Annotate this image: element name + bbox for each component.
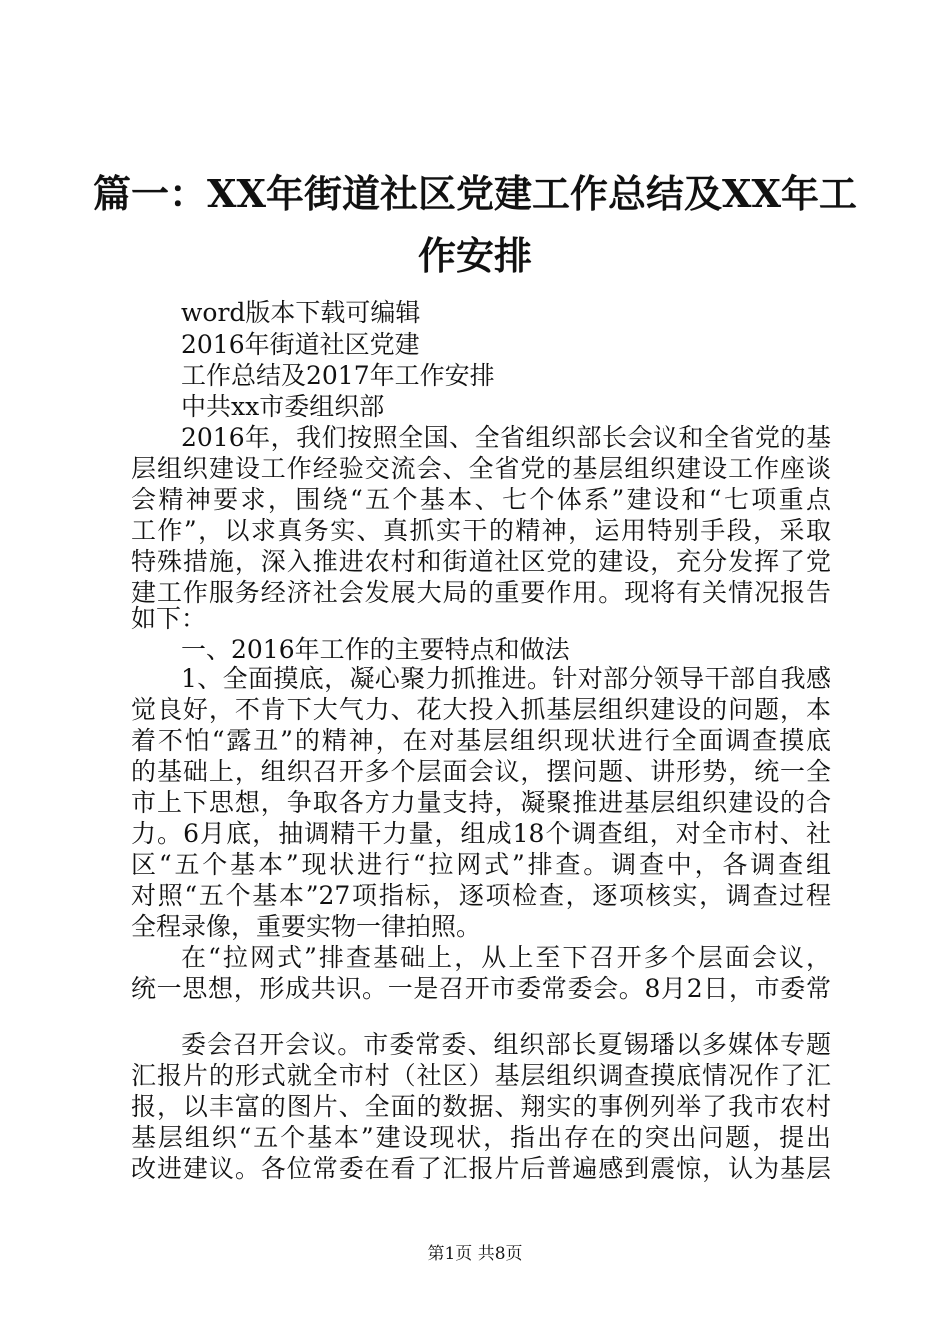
body-line: 委会召开会议。市委常委、组织部长夏锡璠以多媒体专题 [181, 1030, 831, 1059]
body-line: 工作总结及2017年工作安排 [181, 361, 495, 390]
body-line: 2016年街道社区党建 [181, 330, 420, 359]
body-line: 改进建议。各位常委在看了汇报片后普遍感到震惊，认为基层 [131, 1154, 831, 1183]
body-line: 特殊措施，深入推进农村和街道社区党的建设，充分发挥了党 [131, 547, 831, 576]
body-line: 区“五个基本”现状进行“拉网式”排查。调查中，各调查组 [131, 850, 831, 879]
body-line: 1、全面摸底，凝心聚力抓推进。针对部分领导干部自我感 [181, 664, 831, 693]
body-line: 工作”，以求真务实、真抓实干的精神，运用特别手段，采取 [131, 516, 831, 545]
body-line: 层组织建设工作经验交流会、全省党的基层组织建设工作座谈 [131, 454, 831, 483]
body-line: 报，以丰富的图片、全面的数据、翔实的事例列举了我市农村 [131, 1092, 831, 1121]
page-number-footer: 第1页 共8页 [427, 1244, 523, 1264]
body-line: 在“拉网式”排查基础上，从上至下召开多个层面会议， [181, 943, 831, 972]
body-line: 市上下思想，争取各方力量支持，凝聚推进基层组织建设的合 [131, 788, 831, 817]
body-line: 建工作服务经济社会发展大局的重要作用。现将有关情况报告 [131, 578, 831, 607]
body-line: 中共xx市委组织部 [181, 392, 385, 421]
document-title-line-2: 作安排 [417, 233, 532, 278]
document-title-line-1: 篇一：XX年街道社区党建工作总结及XX年工 [93, 171, 857, 216]
body-line: 基层组织“五个基本”建设现状，指出存在的突出问题，提出 [131, 1123, 831, 1152]
body-line: 2016年，我们按照全国、全省组织部长会议和全省党的基 [181, 423, 831, 452]
body-line: 汇报片的形式就全市村（社区）基层组织调查摸底情况作了汇 [131, 1061, 831, 1090]
body-line: 统一思想，形成共识。一是召开市委常委会。8月2日，市委常 [131, 974, 831, 1003]
body-line: word版本下载可编辑 [181, 298, 421, 327]
section-heading: 一、2016年工作的主要特点和做法 [181, 635, 570, 664]
body-line: 对照“五个基本”27项指标，逐项检查，逐项核实，调查过程 [131, 881, 831, 910]
body-line: 全程录像，重要实物一律拍照。 [131, 912, 482, 941]
body-line: 觉良好，不肯下大气力、花大投入抓基层组织建设的问题，本 [131, 695, 831, 724]
body-line: 如下： [131, 604, 207, 633]
body-line: 的基础上，组织召开多个层面会议，摆问题、讲形势，统一全 [131, 757, 831, 786]
body-line: 着不怕“露丑”的精神，在对基层组织现状进行全面调查摸底 [131, 726, 831, 755]
body-line: 会精神要求，围绕“五个基本、七个体系”建设和“七项重点 [131, 485, 831, 514]
body-line: 力。6月底，抽调精干力量，组成18个调查组，对全市村、社 [131, 819, 831, 848]
